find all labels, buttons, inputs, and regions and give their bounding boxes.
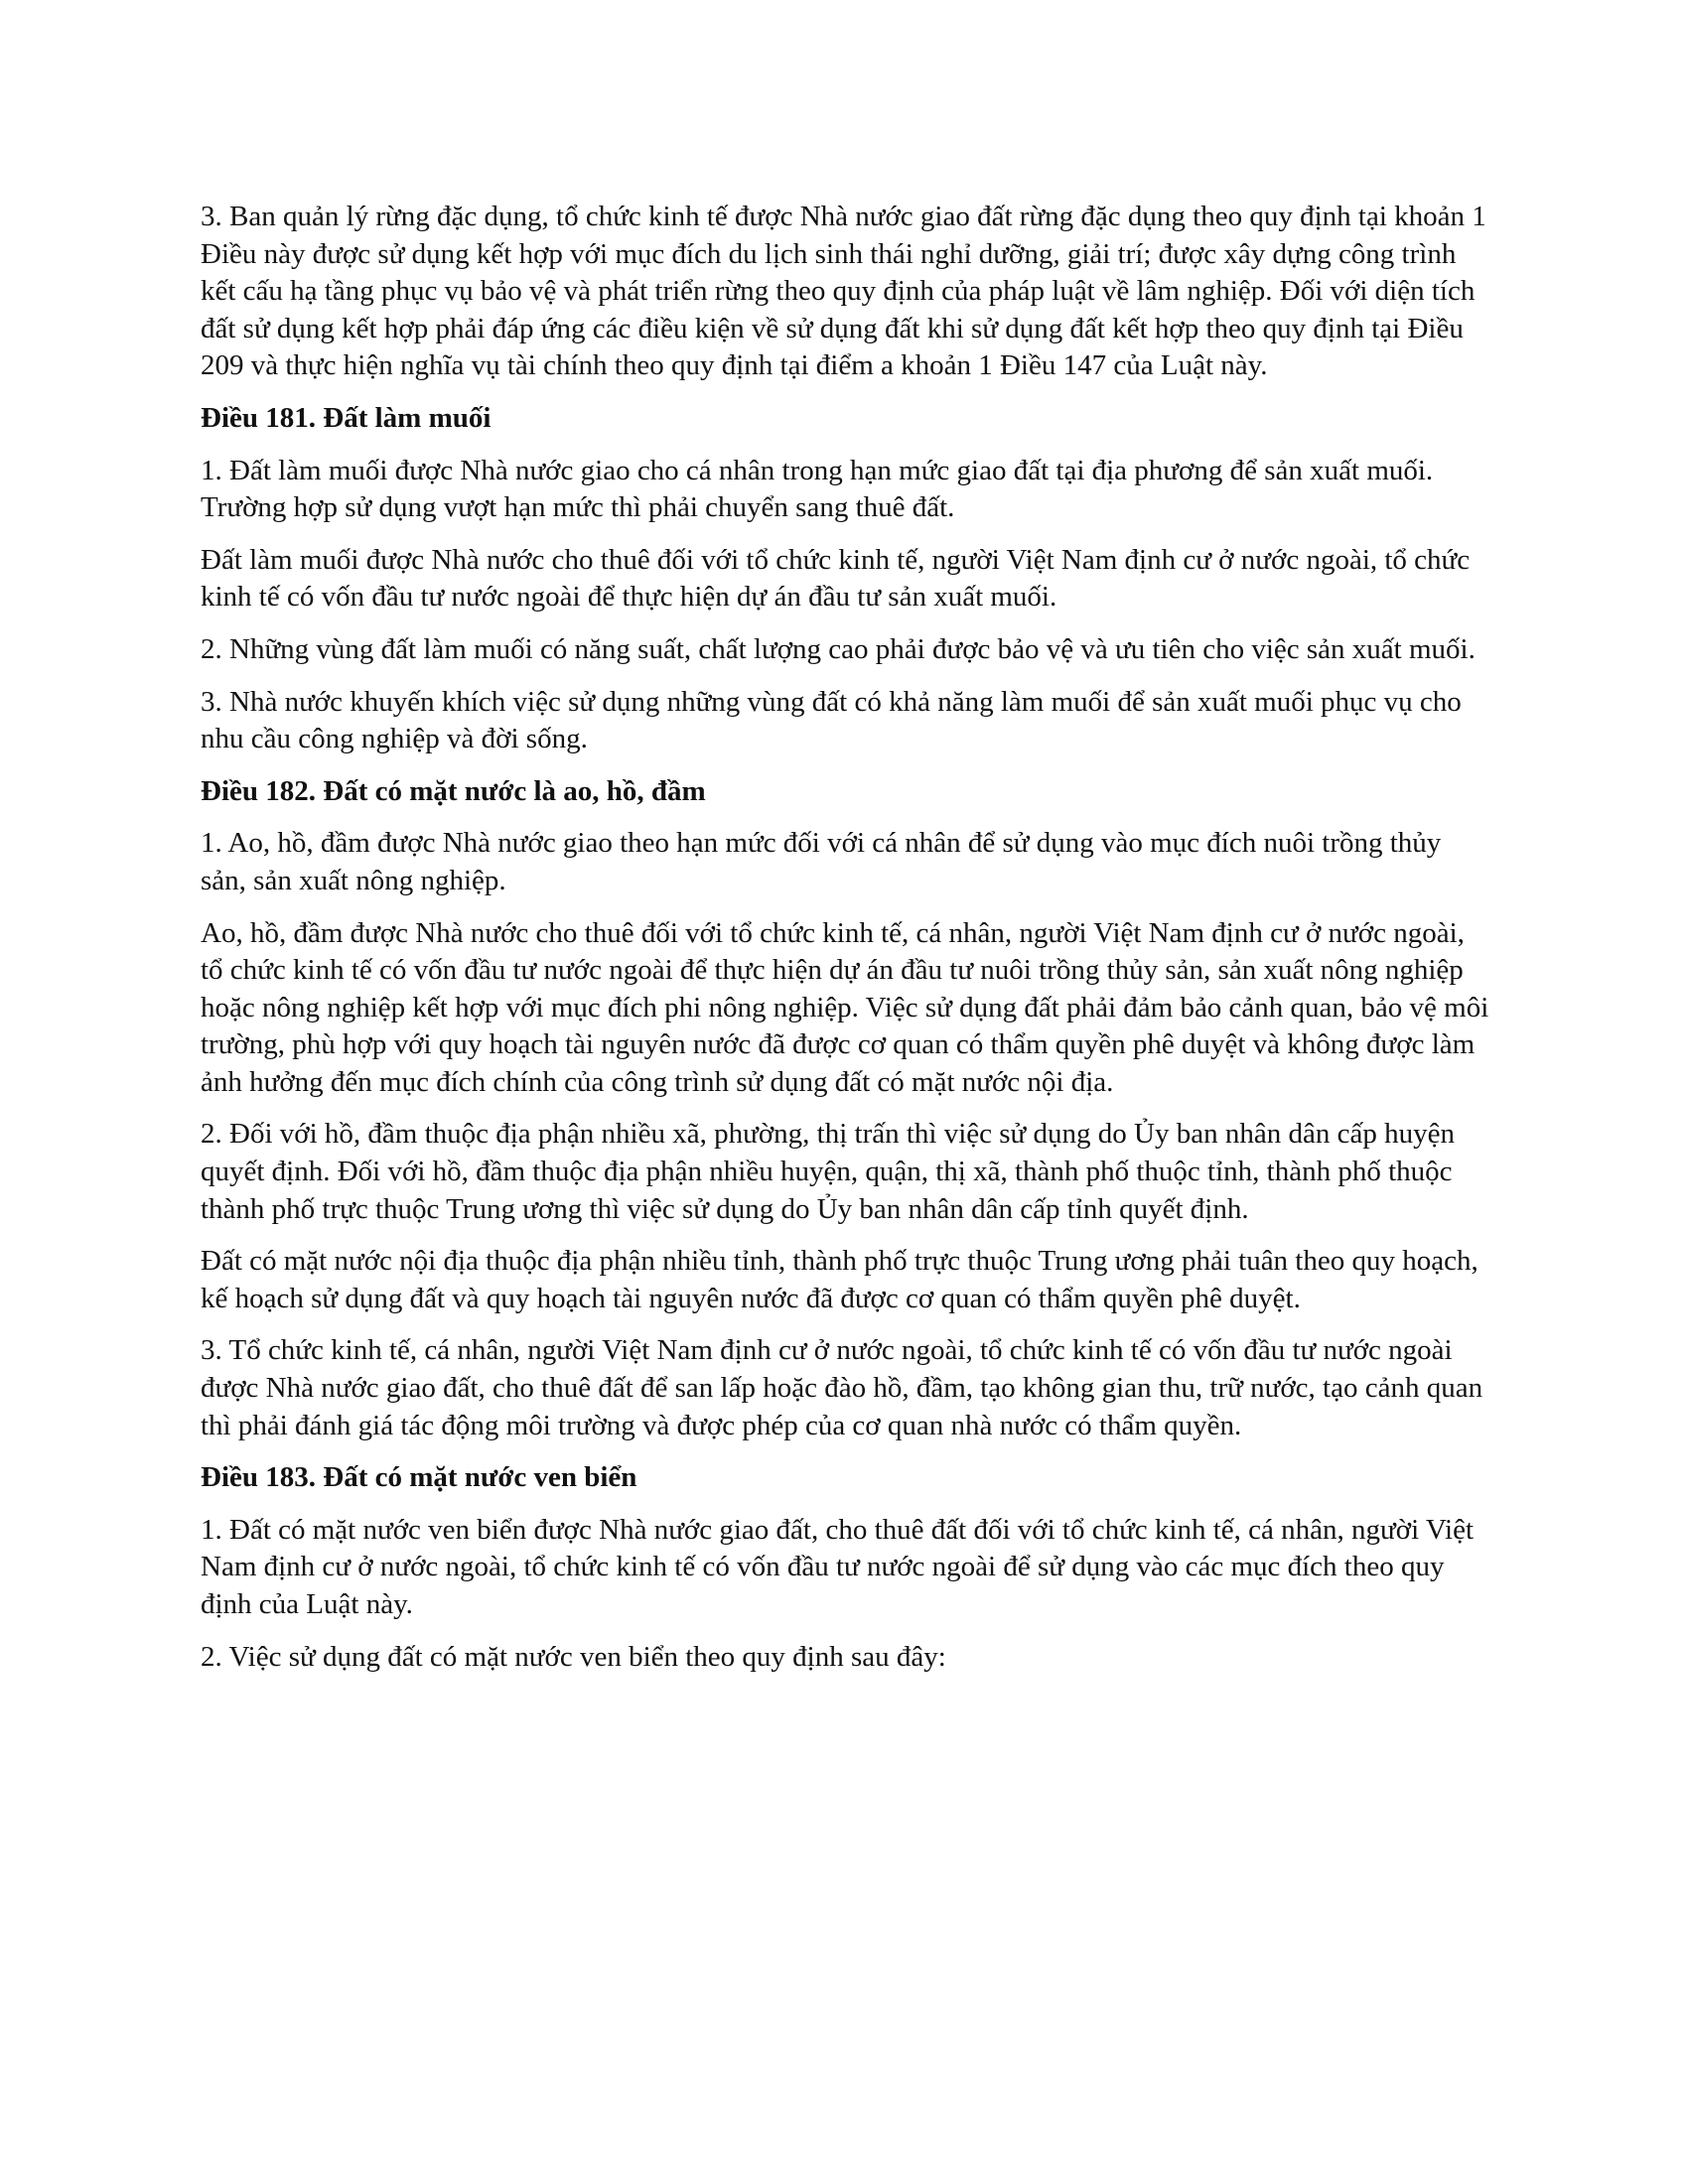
paragraph-181-clause-3: 3. Nhà nước khuyến khích việc sử dụng những vùng đất có khả năng làm muối để sản xuất muối phục vụ cho nhu cầu công nghiệp và đời sống. <box>201 685 1462 755</box>
paragraph-182-clause-2-inland-water: Đất có mặt nước nội địa thuộc địa phận nhiều tỉnh, thành phố trực thuộc Trung ương phải tuân theo quy hoạch, kế hoạch sử dụng đất và quy hoạch tài nguyên nước đã được cơ quan có thẩm quyền phê duyệt. <box>201 1245 1478 1314</box>
paragraph-182-clause-3: 3. Tổ chức kinh tế, cá nhân, người Việt Nam định cư ở nước ngoài, tổ chức kinh tế có vốn đầu tư nước ngoài được Nhà nước giao đất, cho thuê đất để san lấp hoặc đào hồ, đầm, tạo không gian thu, trữ nước, tạo cảnh quan thì phải đánh giá tác động môi trường và được phép của cơ quan nhà nước có thẩm quyền. <box>201 1334 1483 1441</box>
paragraph-clause-3-special-use-forest: 3. Ban quản lý rừng đặc dụng, tổ chức kinh tế được Nhà nước giao đất rừng đặc dụng theo quy định tại khoản 1 Điều này được sử dụng kết hợp với mục đích du lịch sinh thái nghỉ dưỡng, giải trí; được xây dựng công trình kết cấu hạ tầng phục vụ bảo vệ và phát triển rừng theo quy định của pháp luật về lâm nghiệp. Đối với diện tích đất sử dụng kết hợp phải đáp ứng các điều kiện về sử dụng đất khi sử dụng đất kết hợp theo quy định tại Điều 209 và thực hiện nghĩa vụ tài chính theo quy định tại điểm a khoản 1 Điều 147 của Luật này. <box>201 201 1486 382</box>
paragraph-181-clause-1-lease: Đất làm muối được Nhà nước cho thuê đối với tổ chức kinh tế, người Việt Nam định cư ở nước ngoài, tổ chức kinh tế có vốn đầu tư nước ngoài để thực hiện dự án đầu tư sản xuất muối. <box>201 543 1471 614</box>
paragraph-182-clause-2: 2. Đối với hồ, đầm thuộc địa phận nhiều xã, phường, thị trấn thì việc sử dụng do Ủy ban nhân dân cấp huyện quyết định. Đối với hồ, đầm thuộc địa phận nhiều huyện, quận, thị xã, thành phố thuộc tỉnh, thành phố thuộc thành phố trực thuộc Trung ương thì việc sử dụng do Ủy ban nhân dân cấp tỉnh quyết định. <box>201 1118 1455 1225</box>
paragraph-182-clause-1-lease: Ao, hồ, đầm được Nhà nước cho thuê đối với tổ chức kinh tế, cá nhân, người Việt Nam định cư ở nước ngoài, tổ chức kinh tế có vốn đầu tư nước ngoài để thực hiện dự án đầu tư nuôi trồng thủy sản, sản xuất nông nghiệp hoặc nông nghiệp kết hợp với mục đích phi nông nghiệp. Việc sử dụng đất phải đảm bảo cảnh quan, bảo vệ môi trường, phù hợp với quy hoạch tài nguyên nước đã được cơ quan có thẩm quyền phê duyệt và không được làm ảnh hưởng đến mục đích chính của công trình sử dụng đất có mặt nước nội địa. <box>201 916 1489 1098</box>
document-page <box>201 199 1491 1691</box>
paragraph-183-clause-2: 2. Việc sử dụng đất có mặt nước ven biển theo quy định sau đây: <box>201 1640 946 1673</box>
paragraph-181-clause-2: 2. Những vùng đất làm muối có năng suất, chất lượng cao phải được bảo vệ và ưu tiên cho việc sản xuất muối. <box>201 632 1476 665</box>
article-181-heading: Điều 181. Đất làm muối <box>201 401 492 434</box>
article-182-heading: Điều 182. Đất có mặt nước là ao, hồ, đầm <box>201 774 706 807</box>
paragraph-181-clause-1: 1. Đất làm muối được Nhà nước giao cho cá nhân trong hạn mức giao đất tại địa phương để sản xuất muối. Trường hợp sử dụng vượt hạn mức thì phải chuyển sang thuê đất. <box>201 454 1434 524</box>
article-183-heading: Điều 183. Đất có mặt nước ven biển <box>201 1461 637 1494</box>
paragraph-183-clause-1: 1. Đất có mặt nước ven biển được Nhà nước giao đất, cho thuê đất đối với tổ chức kinh tế, cá nhân, người Việt Nam định cư ở nước ngoài, tổ chức kinh tế có vốn đầu tư nước ngoài để sử dụng vào các mục đích theo quy định của Luật này. <box>201 1513 1475 1620</box>
paragraph-182-clause-1: 1. Ao, hồ, đầm được Nhà nước giao theo hạn mức đối với cá nhân để sử dụng vào mục đích nuôi trồng thủy sản, sản xuất nông nghiệp. <box>201 827 1442 896</box>
